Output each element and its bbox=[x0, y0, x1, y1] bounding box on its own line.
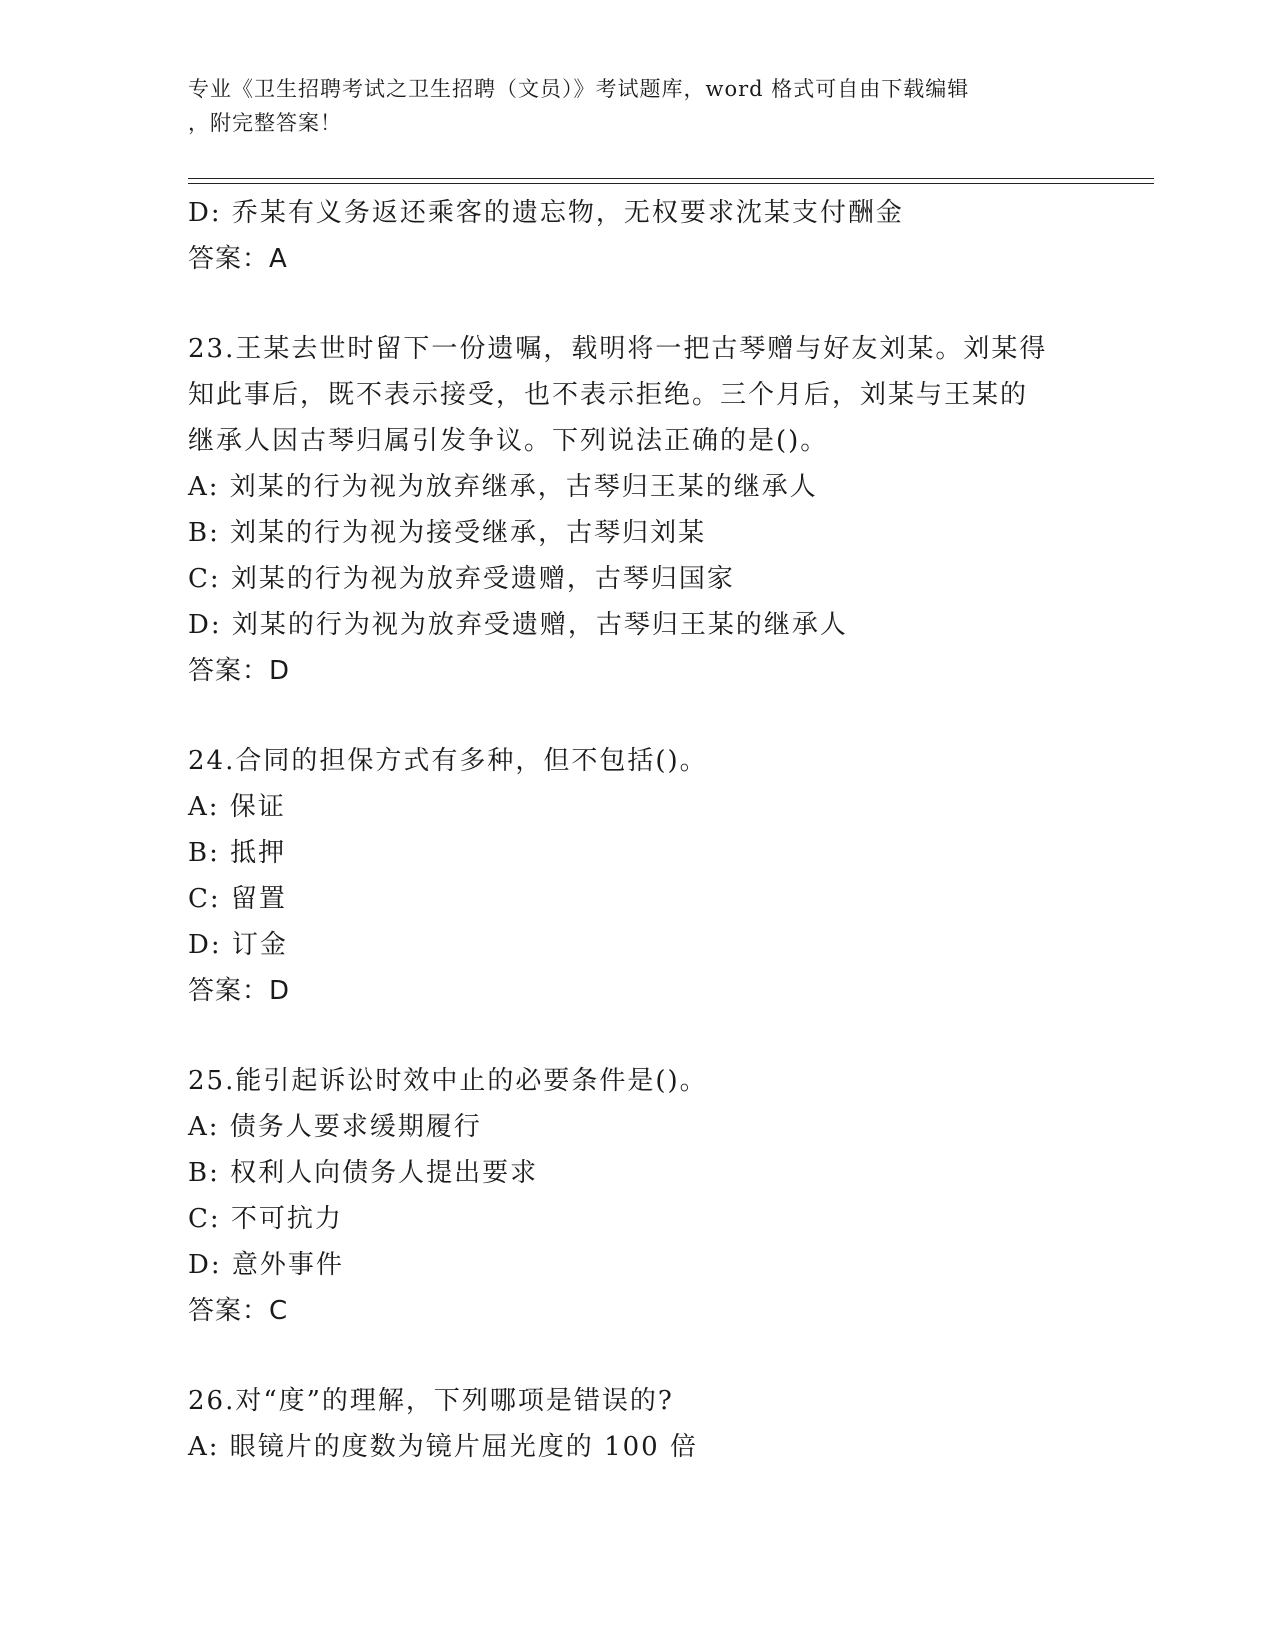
option-c: C: 留置 bbox=[188, 884, 287, 914]
option-a: A: 刘某的行为视为放弃继承，古琴归王某的继承人 bbox=[188, 472, 818, 502]
option-d: D: 意外事件 bbox=[188, 1250, 344, 1280]
question-24 bbox=[188, 738, 1088, 1014]
option-a: A: 眼镜片的度数为镜片屈光度的 100 倍 bbox=[188, 1432, 698, 1462]
question-stem: 23.王某去世时留下一份遗嘱，载明将一把古琴赠与好友刘某。刘某得 bbox=[188, 334, 1048, 364]
header-line-2: ，附完整答案！ bbox=[188, 111, 342, 135]
question-25 bbox=[188, 1058, 1088, 1334]
question-stem: 知此事后，既不表示接受，也不表示拒绝。三个月后，刘某与王某的 bbox=[188, 380, 1029, 410]
option-d: D: 订金 bbox=[188, 930, 288, 960]
document-header bbox=[188, 72, 1078, 140]
question-23 bbox=[188, 326, 1088, 694]
option-b: B: 权利人向债务人提出要求 bbox=[188, 1158, 539, 1188]
answer-line: 答案：D bbox=[188, 976, 291, 1006]
question-26 bbox=[188, 1378, 1088, 1470]
option-b: B: 抵押 bbox=[188, 838, 287, 868]
document-body bbox=[188, 190, 1088, 1470]
answer-line: 答案：D bbox=[188, 656, 291, 686]
answer-line: 答案：A bbox=[188, 244, 288, 274]
option-a: A: 债务人要求缓期履行 bbox=[188, 1112, 482, 1142]
question-stem: 继承人因古琴归属引发争议。下列说法正确的是()。 bbox=[188, 426, 829, 456]
question-stem: 26.对“度”的理解，下列哪项是错误的? bbox=[188, 1386, 674, 1416]
header-rule-bottom bbox=[188, 183, 1154, 184]
answer-line: 答案：C bbox=[188, 1296, 289, 1326]
lead-block bbox=[188, 190, 1088, 282]
header-rule-top bbox=[188, 178, 1154, 179]
option-b: B: 刘某的行为视为接受继承，古琴归刘某 bbox=[188, 518, 707, 548]
option-d: D: 刘某的行为视为放弃受遗赠，古琴归王某的继承人 bbox=[188, 610, 848, 640]
question-stem: 25.能引起诉讼时效中止的必要条件是()。 bbox=[188, 1066, 708, 1096]
option-c: C: 不可抗力 bbox=[188, 1204, 343, 1234]
header-line-1: 专业《卫生招聘考试之卫生招聘（文员）》考试题库，word 格式可自由下载编辑 bbox=[188, 77, 970, 101]
option-c: C: 刘某的行为视为放弃受遗赠，古琴归国家 bbox=[188, 564, 735, 594]
option-a: A: 保证 bbox=[188, 792, 286, 822]
question-stem: 24.合同的担保方式有多种，但不包括()。 bbox=[188, 746, 708, 776]
option-d: D: 乔某有义务返还乘客的遗忘物，无权要求沈某支付酬金 bbox=[188, 198, 904, 228]
